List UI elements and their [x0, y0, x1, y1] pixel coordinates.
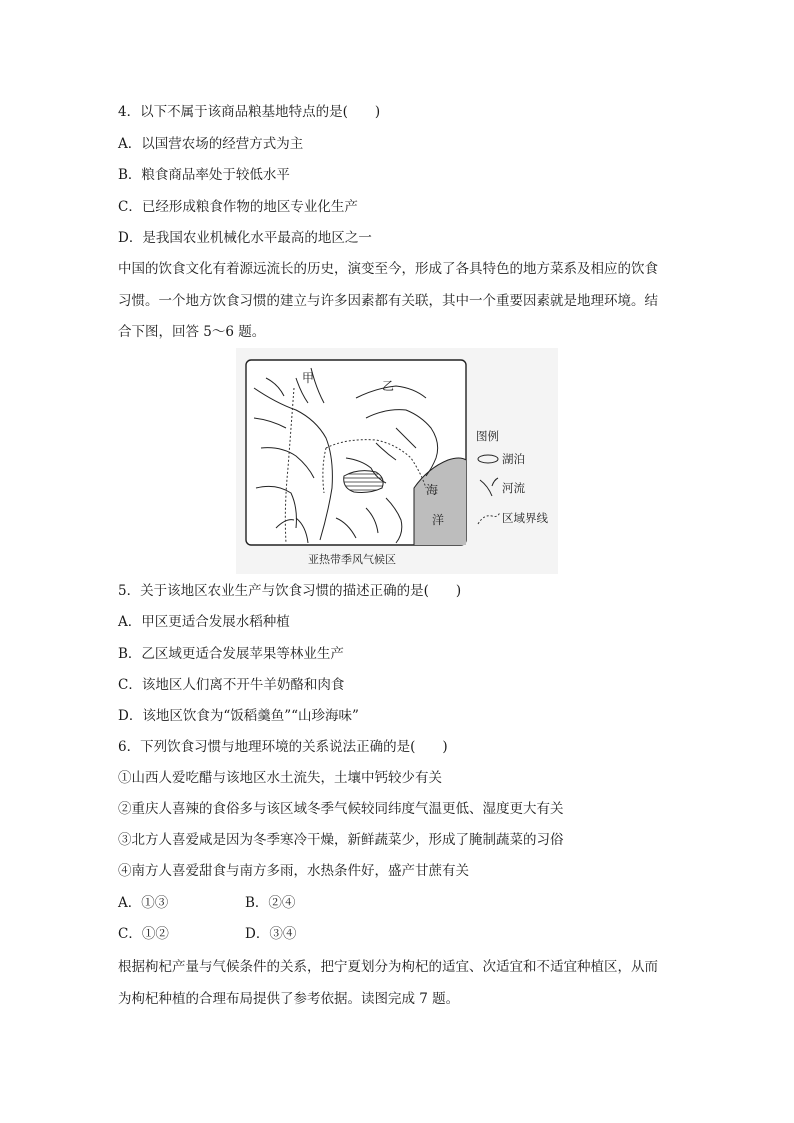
q6-option-a: A．①③	[118, 895, 169, 911]
legend-lake: 湖泊	[502, 452, 525, 466]
q6-item-3: ③北方人喜爱咸是因为冬季寒冷干燥，新鲜蔬菜少，形成了腌制蔬菜的习俗	[118, 832, 564, 848]
legend-title: 图例	[476, 429, 499, 443]
label-yi: 乙	[382, 379, 395, 393]
legend-river: 河流	[502, 481, 525, 495]
q6-option-c: C．①②	[118, 926, 169, 942]
q4-option-b: B．粮食商品率处于较低水平	[118, 167, 290, 183]
figure-caption: 亚热带季风气候区	[308, 553, 396, 566]
label-jia: 甲	[302, 371, 315, 385]
intro2-line-1: 根据枸杞产量与气候条件的关系，把宁夏划分为枸杞的适宜、次适宜和不适宜种植区，从而	[118, 959, 658, 975]
q5-stem: 5．关于该地区农业生产与饮食习惯的描述正确的是( )	[118, 583, 462, 599]
q4-option-c: C．已经形成粮食作物的地区专业化生产	[118, 199, 358, 215]
q4-option-d: D．是我国农业机械化水平最高的地区之一	[118, 230, 372, 246]
intro2-line-2: 为枸杞种植的合理布局提供了参考依据。读图完成 7 题。	[118, 991, 460, 1007]
region-map	[236, 348, 558, 574]
map-figure	[236, 348, 558, 574]
q5-option-a: A．甲区更适合发展水稻种植	[118, 614, 290, 630]
label-sea: 海	[426, 483, 439, 497]
label-ocean: 洋	[432, 513, 445, 527]
intro1-line-2: 习惯。一个地方饮食习惯的建立与许多因素都有关联，其中一个重要因素就是地理环境。结	[118, 293, 658, 309]
q4-option-a: A．以国营农场的经营方式为主	[118, 136, 304, 152]
q4-stem: 4．以下不属于该商品粮基地特点的是( )	[118, 104, 381, 120]
legend-boundary-icon	[478, 512, 500, 524]
q5-option-b: B．乙区域更适合发展苹果等林业生产	[118, 646, 344, 662]
legend-river-icon	[480, 478, 498, 496]
legend-boundary: 区域界线	[502, 511, 548, 525]
intro1-line-3: 合下图，回答 5～6 题。	[118, 324, 266, 340]
q6-option-b: B．②④	[245, 895, 296, 911]
legend-lake-icon	[478, 455, 498, 463]
q6-option-d: D．③④	[245, 926, 297, 942]
q6-item-1: ①山西人爱吃醋与该地区水土流失，土壤中钙较少有关	[118, 770, 442, 786]
lake	[344, 471, 383, 493]
q6-item-2: ②重庆人喜辣的食俗多与该区域冬季气候较同纬度气温更低、湿度更大有关	[118, 801, 564, 817]
q5-option-c: C．该地区人们离不开牛羊奶酪和肉食	[118, 677, 345, 693]
q6-stem: 6．下列饮食习惯与地理环境的关系说法正确的是( )	[118, 739, 448, 755]
q5-option-d: D．该地区饮食为“饭稻羹鱼”“山珍海味”	[118, 708, 359, 724]
q6-item-4: ④南方人喜爱甜食与南方多雨，水热条件好，盛产甘蔗有关	[118, 863, 469, 879]
intro1-line-1: 中国的饮食文化有着源远流长的历史，演变至今，形成了各具特色的地方菜系及相应的饮食	[118, 261, 658, 277]
